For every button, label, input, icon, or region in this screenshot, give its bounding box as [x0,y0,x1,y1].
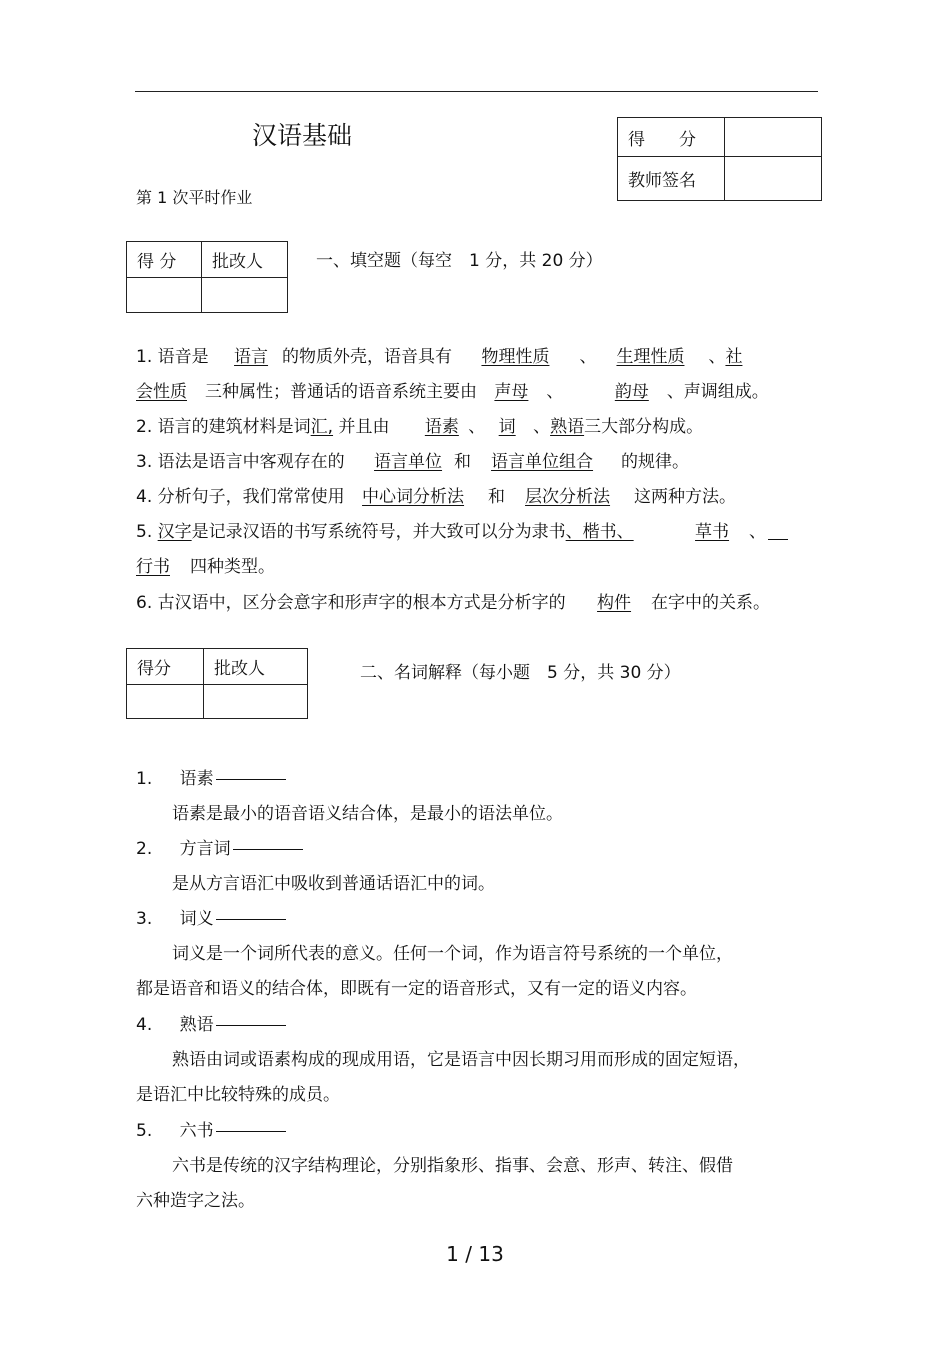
teacher-signature-label: 教师签名 [618,157,725,201]
section2-heading: 二、名词解释（每小题 5 分，共 30 分） [360,663,681,683]
section2-score-label: 得分 [127,649,204,685]
term-definition: 熟语由词或语素构成的现成用语，它是语言中因长期习用而形成的固定短语， [172,1050,750,1070]
q2-answer-2: 语素 [424,417,459,437]
q5-answer-1: 、楷书、 [565,522,634,542]
page-number: 1 / 13 [446,1242,504,1266]
term-definition: 是从方言语汇中吸收到普通话语汇中的词。 [172,874,495,894]
section1-heading: 一、填空题（每空 1 分，共 20 分） [316,251,603,271]
q5-blank [768,538,788,540]
term-item-2: 2. 方言词 [136,834,303,859]
fill-question-5-cont: 行书 四种类型。 [136,557,275,577]
term-name: 方言词 [179,839,231,859]
q4-answer-2: 层次分析法 [525,487,611,507]
score-label: 得 分 [618,118,725,157]
term-name: 语素 [179,769,214,789]
assignment-subtitle: 第 1 次平时作业 [136,188,253,207]
section2-grader-cell[interactable] [204,685,308,719]
fill-question-5: 5. 汉字是记录汉语的书写系统符号，并大致可以分为隶书、楷书、 草书 、 [136,517,790,542]
fill-question-1-cont: 会性质 三种属性；普通话的语音系统主要由 声母 、 韵母 、声调组成。 [136,382,769,402]
q5-answer-3: 行书 [136,557,170,577]
term-item-5: 5. 六书 [136,1116,286,1141]
q1-answer-1: 语言 [234,347,269,367]
section1-grader-box [126,241,288,313]
section2-grader-box [126,648,308,719]
term-item-3: 3. 词义 [136,904,286,929]
term-definition-cont: 都是语音和语义的结合体，即既有一定的语音形式，又有一定的语义内容。 [136,979,697,999]
term-name: 熟语 [179,1015,214,1035]
q5-answer-2: 草书 [695,522,730,542]
score-cell[interactable] [725,118,822,157]
q1-answer-3: 生理性质 [616,347,685,367]
q3-answer-2: 语言单位组合 [491,452,594,472]
section1-grader-label: 批改人 [202,242,288,278]
term-name: 六书 [179,1121,214,1141]
section1-grader-cell[interactable] [202,278,288,313]
q5-keyword: 汉字 [157,522,192,542]
section1-score-cell[interactable] [127,278,202,313]
fill-question-2: 2. 语言的建筑材料是词汇, 并且由 语素 、 词 、熟语三大部分构成。 [136,417,704,437]
term-definition-cont: 六种造字之法。 [136,1191,255,1211]
section2-grader-label: 批改人 [204,649,308,685]
teacher-signature-cell[interactable] [725,157,822,201]
term-name: 词义 [179,909,214,929]
q1-answer-5: 声母 [494,382,529,402]
q1-answer-4b: 会性质 [136,382,187,402]
term-item-1: 1. 语素 [136,764,286,789]
term-definition: 词义是一个词所代表的意义。任何一个词，作为语言符号系统的一个单位， [172,944,733,964]
fill-question-6: 6. 古汉语中，区分会意字和形声字的根本方式是分析字的 构件 在字中的关系。 [136,593,771,613]
q2-answer-3: 词 [498,417,516,437]
section2-score-cell[interactable] [127,685,204,719]
q2-answer-4: 熟语 [550,417,585,437]
term-item-4: 4. 熟语 [136,1010,286,1035]
fill-question-3: 3. 语法是语言中客观存在的 语言单位 和 语言单位组合 的规律。 [136,452,690,472]
q1-answer-6: 韵母 [614,382,649,402]
q6-answer-1: 构件 [597,593,632,613]
q4-answer-1: 中心词分析法 [362,487,465,507]
q1-number: 1. [136,347,153,367]
fill-question-1: 1. 语音是 语言 的物质外壳，语音具有 物理性质 、 生理性质 、社 [136,347,743,367]
q2-answer-1: 汇, [310,417,334,437]
q3-answer-1: 语言单位 [374,452,443,472]
term-definition: 六书是传统的汉字结构理论，分别指象形、指事、会意、形声、转注、假借 [172,1156,733,1176]
header-rule [135,91,818,92]
document-title: 汉语基础 [252,121,353,150]
term-definition-cont: 是语汇中比较特殊的成员。 [136,1085,340,1105]
score-box [617,117,822,201]
fill-question-4: 4. 分析句子，我们常常使用 中心词分析法 和 层次分析法 这两种方法。 [136,487,737,507]
section1-score-label: 得 分 [127,242,202,278]
term-definition: 语素是最小的语音语义结合体，是最小的语法单位。 [172,804,563,824]
q1-answer-2: 物理性质 [481,347,550,367]
q1-answer-4a: 社 [725,347,743,367]
